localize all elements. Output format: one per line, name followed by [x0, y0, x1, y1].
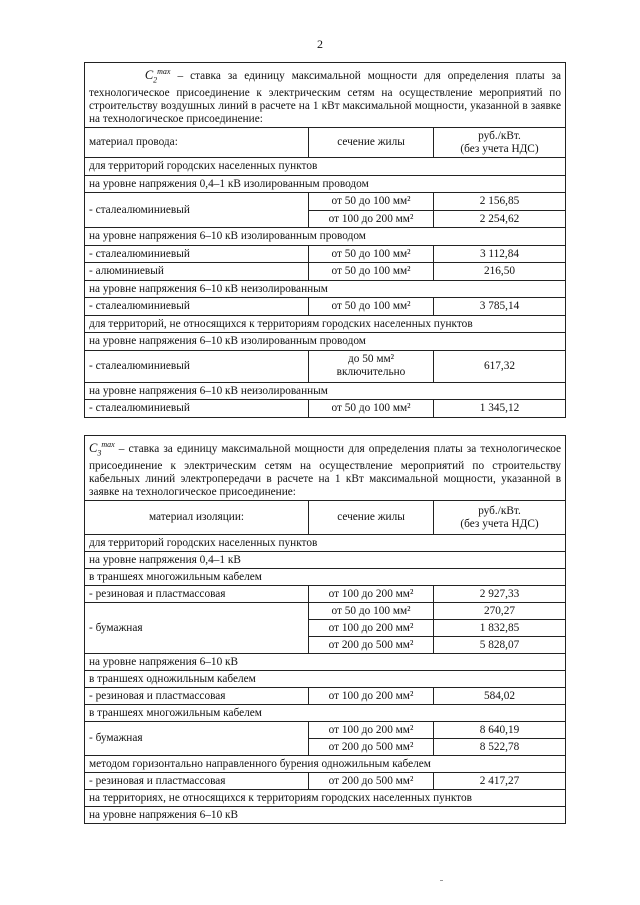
section-cell: от 200 до 500 мм²	[309, 773, 434, 790]
value-cell: 2 254,62	[434, 210, 566, 228]
subgroup-title: методом горизонтально направленного бурения одножильным кабелем	[85, 756, 566, 773]
value-cell: 5 828,07	[434, 637, 566, 654]
rate-c2-text: – ставка за единицу максимальной мощности для определения платы за технологическое присоединение к электрическим сетям на осуществление мероприятий по строительству воздушных линий в расчете на 1 кВт максимальной мощности, указанной в заявке на технологическое присоединение:	[89, 70, 562, 126]
material-cell: - резиновая и пластмассовая	[85, 586, 309, 603]
header-core-section: сечение жилы	[309, 128, 434, 158]
section-cell: от 50 до 100 мм²	[309, 263, 434, 281]
rate-c2-description	[85, 63, 566, 128]
material-cell: - сталеалюминиевый	[85, 400, 309, 418]
group-title: на уровне напряжения 6–10 кВ	[85, 807, 566, 824]
overhead-lines-rate-table	[84, 62, 566, 418]
material-cell: - бумажная	[85, 722, 309, 756]
group-title: на уровне напряжения 6–10 кВ изолированным проводом	[85, 333, 566, 351]
section-urban: для территорий городских населенных пунктов	[85, 158, 566, 176]
section-cell: до 50 мм² включительно	[309, 350, 434, 382]
section-cell: от 100 до 200 мм²	[309, 688, 434, 705]
section-cell: от 100 до 200 мм²	[309, 620, 434, 637]
value-cell: 2 927,33	[434, 586, 566, 603]
group-title: на уровне напряжения 6–10 кВ	[85, 654, 566, 671]
value-cell: 270,27	[434, 603, 566, 620]
group-title: на уровне напряжения 0,4–1 кВ	[85, 552, 566, 569]
value-cell: 1 345,12	[434, 400, 566, 418]
section-nonurban: для территорий, не относящихся к территориям городских населенных пунктов	[85, 315, 566, 333]
material-cell: - сталеалюминиевый	[85, 298, 309, 316]
section-cell: от 100 до 200 мм²	[309, 722, 434, 739]
section-cell: от 50 до 100 мм²	[309, 193, 434, 211]
rate-c2-symbol: $C_2^{max}$	[144, 67, 171, 85]
section-cell: от 100 до 200 мм²	[309, 210, 434, 228]
section-nonurban: на территориях, не относящихся к территориям городских населенных пунктов	[85, 790, 566, 807]
value-cell: 8 640,19	[434, 722, 566, 739]
group-title: на уровне напряжения 6–10 кВ изолированным проводом	[85, 228, 566, 246]
section-cell: от 50 до 100 мм²	[309, 245, 434, 263]
value-cell: 2 156,85	[434, 193, 566, 211]
material-cell: - резиновая и пластмассовая	[85, 773, 309, 790]
page-number: 2	[317, 37, 323, 51]
section-cell: от 200 до 500 мм²	[309, 739, 434, 756]
section-cell: от 50 до 100 мм²	[309, 603, 434, 620]
material-cell: - сталеалюминиевый	[85, 350, 309, 382]
material-cell: - сталеалюминиевый	[85, 193, 309, 228]
value-cell: 617,32	[434, 350, 566, 382]
header-rate: руб./кВт. (без учета НДС)	[434, 128, 566, 158]
subgroup-title: в траншеях одножильным кабелем	[85, 671, 566, 688]
section-cell: от 200 до 500 мм²	[309, 637, 434, 654]
value-cell: 1 832,85	[434, 620, 566, 637]
section-cell: от 50 до 100 мм²	[309, 400, 434, 418]
material-cell: - бумажная	[85, 603, 309, 654]
group-title: на уровне напряжения 0,4–1 кВ изолированным проводом	[85, 175, 566, 193]
value-cell: 3 112,84	[434, 245, 566, 263]
scan-speck	[440, 880, 443, 881]
value-cell: 216,50	[434, 263, 566, 281]
material-cell: - сталеалюминиевый	[85, 245, 309, 263]
subgroup-title: в траншеях многожильным кабелем	[85, 705, 566, 722]
rate-c3-description	[85, 436, 566, 501]
value-cell: 2 417,27	[434, 773, 566, 790]
header-wire-material: материал провода:	[85, 128, 309, 158]
section-urban: для территорий городских населенных пунктов	[85, 535, 566, 552]
rate-c3-symbol: $C_3^{max}$	[89, 440, 115, 458]
section-cell: от 100 до 200 мм²	[309, 586, 434, 603]
header-rate: руб./кВт. (без учета НДС)	[434, 501, 566, 535]
material-cell: - алюминиевый	[85, 263, 309, 281]
cable-lines-rate-table	[84, 435, 566, 824]
subgroup-title: в траншеях многожильным кабелем	[85, 569, 566, 586]
material-cell: - резиновая и пластмассовая	[85, 688, 309, 705]
value-cell: 584,02	[434, 688, 566, 705]
value-cell: 3 785,14	[434, 298, 566, 316]
value-cell: 8 522,78	[434, 739, 566, 756]
header-core-section: сечение жилы	[309, 501, 434, 535]
group-title: на уровне напряжения 6–10 кВ неизолированным	[85, 280, 566, 298]
section-cell: от 50 до 100 мм²	[309, 298, 434, 316]
rate-c3-text: – ставка за единицу максимальной мощности для определения платы за технологическое присоединение к электрическим сетям на осуществление мероприятий по строительству кабельных линий электропередачи в расчете на 1 кВт максимальной мощности, указанной в заявке на технологическое присоединение:	[89, 443, 562, 499]
header-insulation-material: материал изоляции:	[85, 501, 309, 535]
group-title: на уровне напряжения 6–10 кВ неизолированным	[85, 382, 566, 400]
